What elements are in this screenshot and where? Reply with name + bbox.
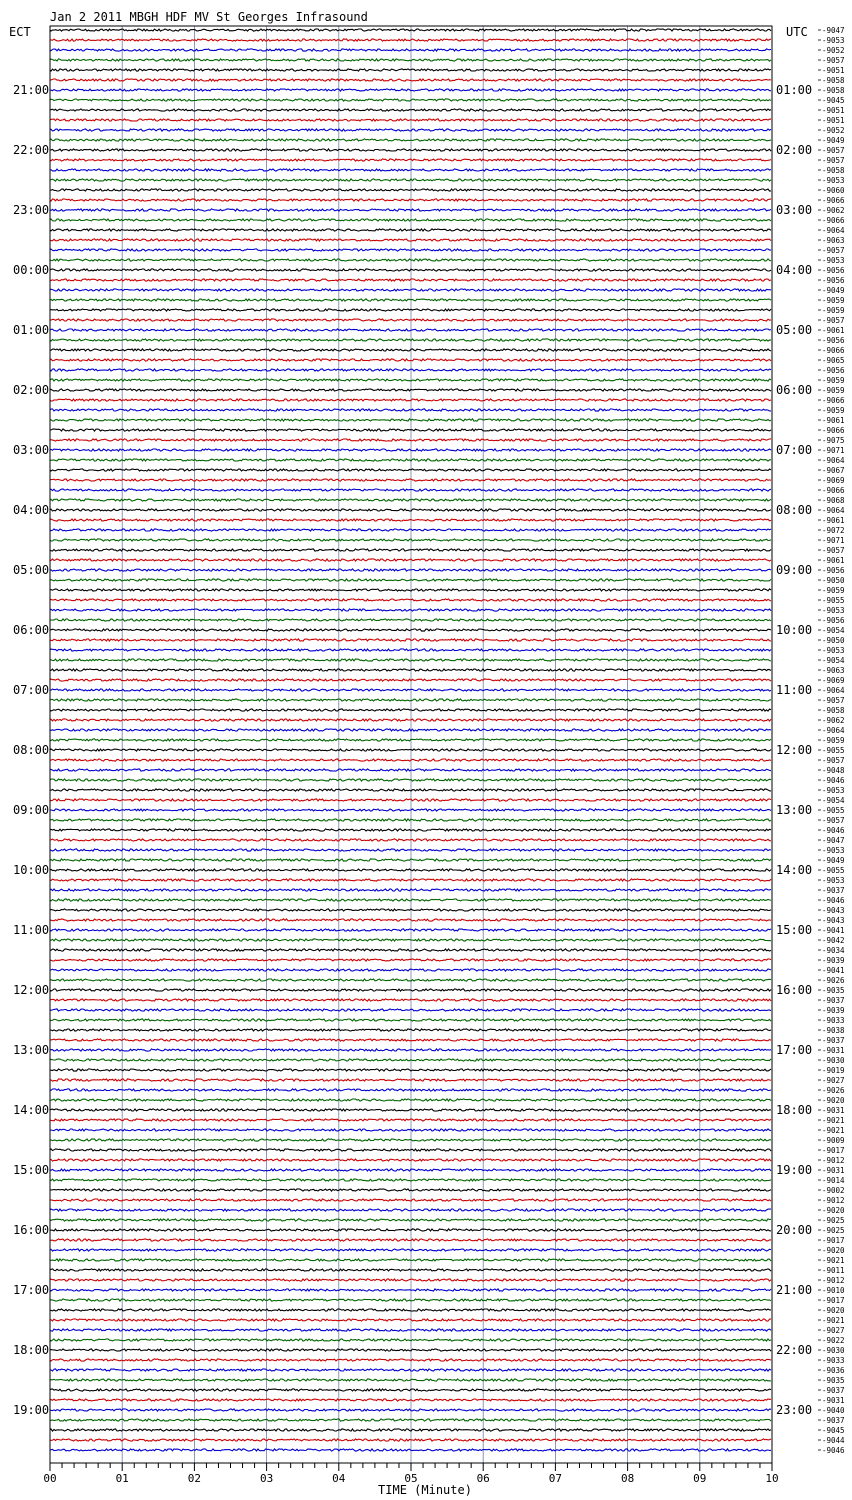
trace-offset-label: -9053 [822, 876, 845, 885]
trace-offset-label: -9066 [822, 196, 845, 205]
trace-offset-label: -9021 [822, 1116, 845, 1125]
left-hour-label: 10:00 [13, 863, 50, 877]
left-hour-label: 04:00 [13, 503, 50, 517]
trace-offset-label: -9053 [822, 786, 845, 795]
right-hour-label: 05:00 [776, 323, 813, 337]
right-hour-label: 06:00 [776, 383, 813, 397]
trace-offset-label: -9055 [822, 866, 845, 875]
trace-offset-label: -9036 [822, 1366, 845, 1375]
trace-offset-label: -9059 [822, 386, 845, 395]
trace-offset-label: -9042 [822, 936, 845, 945]
right-hour-label: 14:00 [776, 863, 813, 877]
trace-offset-label: -9037 [822, 1386, 845, 1395]
left-hour-label: 13:00 [13, 1043, 50, 1057]
trace-offset-label: -9045 [822, 1426, 845, 1435]
trace-offset-label: -9012 [822, 1196, 845, 1205]
left-hour-label: 21:00 [13, 83, 50, 97]
trace-offset-label: -9020 [822, 1096, 845, 1105]
x-tick-label: 06 [476, 1472, 490, 1485]
trace-offset-label: -9044 [822, 1436, 845, 1445]
trace-offset-label: -9035 [822, 1376, 845, 1385]
left-hour-label: 05:00 [13, 563, 50, 577]
right-hour-label: 16:00 [776, 983, 813, 997]
trace-offset-label: -9043 [822, 906, 845, 915]
x-tick-label: 00 [43, 1472, 57, 1485]
right-hour-label: 02:00 [776, 143, 813, 157]
left-hour-label: 15:00 [13, 1163, 50, 1177]
right-hour-label: 23:00 [776, 1403, 813, 1417]
trace-offset-label: -9059 [822, 306, 845, 315]
trace-offset-label: -9066 [822, 396, 845, 405]
trace-offset-label: -9067 [822, 466, 845, 475]
trace-offset-label: -9037 [822, 886, 845, 895]
trace-offset-label: -9046 [822, 896, 845, 905]
trace-offset-label: -9068 [822, 496, 845, 505]
right-hour-label: 15:00 [776, 923, 813, 937]
trace-offset-label: -9071 [822, 446, 845, 455]
trace-offset-label: -9064 [822, 226, 845, 235]
left-hour-label: 11:00 [13, 923, 50, 937]
trace-offset-label: -9048 [822, 766, 845, 775]
trace-offset-label: -9053 [822, 256, 845, 265]
trace-offset-label: -9071 [822, 536, 845, 545]
trace-offset-label: -9025 [822, 1226, 845, 1235]
trace-offset-label: -9064 [822, 456, 845, 465]
right-hour-label: 17:00 [776, 1043, 813, 1057]
x-tick-label: 05 [404, 1472, 418, 1485]
trace-offset-label: -9019 [822, 1066, 845, 1075]
trace-offset-label: -9057 [822, 696, 845, 705]
x-axis-label: TIME (Minute) [378, 1483, 472, 1497]
left-hour-label: 03:00 [13, 443, 50, 457]
right-hour-label: 22:00 [776, 1343, 813, 1357]
left-hour-label: 18:00 [13, 1343, 50, 1357]
trace-offset-label: -9057 [822, 756, 845, 765]
trace-offset-label: -9053 [822, 606, 845, 615]
trace-offset-label: -9066 [822, 426, 845, 435]
x-tick-label: 08 [620, 1472, 635, 1485]
left-hour-label: 22:00 [13, 143, 50, 157]
right-hour-label: 20:00 [776, 1223, 813, 1237]
trace-offset-label: -9031 [822, 1106, 845, 1115]
trace-offset-label: -9045 [822, 96, 845, 105]
trace-offset-label: -9021 [822, 1126, 845, 1135]
trace-offset-label: -9059 [822, 586, 845, 595]
trace-offset-label: -9030 [822, 1056, 845, 1065]
trace-offset-label: -9043 [822, 916, 845, 925]
trace-offset-label: -9017 [822, 1296, 845, 1305]
trace-offset-label: -9075 [822, 436, 845, 445]
trace-offset-label: -9053 [822, 646, 845, 655]
trace-offset-label: -9069 [822, 476, 845, 485]
trace-offset-label: -9026 [822, 1086, 845, 1095]
trace-offset-label: -9062 [822, 206, 845, 215]
trace-offset-label: -9053 [822, 36, 845, 45]
right-hour-label: 21:00 [776, 1283, 813, 1297]
trace-offset-label: -9056 [822, 276, 845, 285]
trace-offset-label: -9025 [822, 1216, 845, 1225]
trace-offset-label: -9063 [822, 666, 845, 675]
trace-offset-label: -9014 [822, 1176, 845, 1185]
x-tick-label: 03 [259, 1472, 274, 1485]
trace-offset-label: -9034 [822, 946, 845, 955]
trace-offset-label: -9040 [822, 1406, 845, 1415]
trace-offset-label: -9049 [822, 136, 845, 145]
trace-offset-label: -9031 [822, 1046, 845, 1055]
trace-offset-label: -9030 [822, 1346, 845, 1355]
trace-offset-label: -9056 [822, 336, 845, 345]
trace-offset-label: -9057 [822, 246, 845, 255]
right-timezone-label: UTC [786, 25, 808, 39]
trace-offset-label: -9056 [822, 566, 845, 575]
trace-offset-label: -9054 [822, 626, 845, 635]
trace-offset-label: -9002 [822, 1186, 845, 1195]
trace-offset-label: -9064 [822, 726, 845, 735]
trace-offset-label: -9051 [822, 106, 845, 115]
x-tick-label: 07 [548, 1472, 563, 1485]
right-hour-label: 01:00 [776, 83, 813, 97]
trace-offset-label: -9012 [822, 1156, 845, 1165]
trace-offset-label: -9026 [822, 976, 845, 985]
trace-offset-label: -9039 [822, 956, 845, 965]
left-hour-label: 17:00 [13, 1283, 50, 1297]
trace-offset-label: -9057 [822, 316, 845, 325]
right-hour-label: 04:00 [776, 263, 813, 277]
trace-offset-label: -9046 [822, 826, 845, 835]
trace-offset-label: -9020 [822, 1246, 845, 1255]
trace-offset-label: -9063 [822, 236, 845, 245]
trace-offset-label: -9041 [822, 926, 845, 935]
trace-offset-label: -9050 [822, 636, 845, 645]
right-hour-label: 09:00 [776, 563, 813, 577]
trace-offset-label: -9061 [822, 516, 845, 525]
trace-offset-label: -9039 [822, 1006, 845, 1015]
trace-offset-label: -9053 [822, 846, 845, 855]
trace-offset-label: -9054 [822, 656, 845, 665]
trace-offset-label: -9017 [822, 1146, 845, 1155]
left-hour-label: 01:00 [13, 323, 50, 337]
trace-offset-label: -9061 [822, 326, 845, 335]
trace-offset-label: -9061 [822, 556, 845, 565]
trace-offset-label: -9046 [822, 776, 845, 785]
trace-offset-label: -9057 [822, 546, 845, 555]
left-hour-label: 07:00 [13, 683, 50, 697]
trace-offset-label: -9051 [822, 116, 845, 125]
trace-offset-label: -9021 [822, 1316, 845, 1325]
trace-offset-label: -9033 [822, 1356, 845, 1365]
x-tick-label: 01 [115, 1472, 129, 1485]
trace-offset-label: -9009 [822, 1136, 845, 1145]
trace-offset-label: -9056 [822, 266, 845, 275]
trace-offset-label: -9059 [822, 406, 845, 415]
x-tick-label: 10 [765, 1472, 779, 1485]
right-hour-label: 12:00 [776, 743, 813, 757]
x-tick-label: 09 [693, 1472, 707, 1485]
trace-offset-label: -9066 [822, 346, 845, 355]
trace-offset-label: -9037 [822, 1036, 845, 1045]
trace-offset-label: -9066 [822, 486, 845, 495]
chart-title: Jan 2 2011 MBGH HDF MV St Georges Infrasound [50, 10, 368, 24]
trace-offset-label: -9047 [822, 26, 845, 35]
trace-offset-label: -9057 [822, 156, 845, 165]
trace-offset-label: -9061 [822, 416, 845, 425]
trace-offset-label: -9069 [822, 676, 845, 685]
right-hour-label: 07:00 [776, 443, 813, 457]
trace-offset-label: -9022 [822, 1336, 845, 1345]
trace-offset-label: -9054 [822, 796, 845, 805]
trace-offset-label: -9031 [822, 1396, 845, 1405]
left-hour-label: 12:00 [13, 983, 50, 997]
trace-offset-label: -9058 [822, 76, 845, 85]
trace-offset-label: -9062 [822, 716, 845, 725]
left-timezone-label: ECT [9, 25, 31, 39]
trace-offset-label: -9033 [822, 1016, 845, 1025]
right-hour-label: 18:00 [776, 1103, 813, 1117]
trace-offset-label: -9037 [822, 1416, 845, 1425]
x-tick-label: 04 [332, 1472, 346, 1485]
trace-offset-label: -9010 [822, 1286, 845, 1295]
right-hour-label: 19:00 [776, 1163, 813, 1177]
trace-offset-label: -9021 [822, 1256, 845, 1265]
left-hour-label: 08:00 [13, 743, 50, 757]
trace-offset-label: -9059 [822, 376, 845, 385]
left-hour-label: 23:00 [13, 203, 50, 217]
trace-offset-label: -9046 [822, 1446, 845, 1455]
trace-offset-label: -9064 [822, 506, 845, 515]
right-hour-label: 11:00 [776, 683, 813, 697]
trace-offset-label: -9012 [822, 1276, 845, 1285]
trace-offset-label: -9047 [822, 836, 845, 845]
trace-offset-label: -9057 [822, 816, 845, 825]
right-hour-label: 10:00 [776, 623, 813, 637]
left-hour-label: 09:00 [13, 803, 50, 817]
trace-offset-label: -9041 [822, 966, 845, 975]
trace-offset-label: -9058 [822, 166, 845, 175]
left-hour-label: 16:00 [13, 1223, 50, 1237]
trace-offset-label: -9065 [822, 356, 845, 365]
trace-offset-label: -9020 [822, 1306, 845, 1315]
trace-offset-label: -9057 [822, 56, 845, 65]
left-hour-label: 14:00 [13, 1103, 50, 1117]
trace-offset-label: -9058 [822, 706, 845, 715]
trace-offset-label: -9038 [822, 1026, 845, 1035]
left-hour-label: 06:00 [13, 623, 50, 637]
right-hour-label: 08:00 [776, 503, 813, 517]
trace-offset-label: -9066 [822, 216, 845, 225]
trace-offset-label: -9055 [822, 746, 845, 755]
trace-offset-label: -9031 [822, 1166, 845, 1175]
trace-offset-label: -9059 [822, 736, 845, 745]
trace-offset-label: -9037 [822, 996, 845, 1005]
trace-offset-label: -9056 [822, 366, 845, 375]
left-hour-label: 00:00 [13, 263, 50, 277]
trace-offset-label: -9027 [822, 1076, 845, 1085]
trace-offset-label: -9011 [822, 1266, 845, 1275]
trace-offset-label: -9057 [822, 146, 845, 155]
trace-offset-label: -9049 [822, 856, 845, 865]
trace-offset-label: -9052 [822, 126, 845, 135]
trace-offset-label: -9064 [822, 686, 845, 695]
left-hour-label: 19:00 [13, 1403, 50, 1417]
trace-offset-label: -9060 [822, 186, 845, 195]
trace-offset-label: -9035 [822, 986, 845, 995]
trace-offset-label: -9017 [822, 1236, 845, 1245]
trace-offset-label: -9055 [822, 596, 845, 605]
trace-offset-label: -9072 [822, 526, 845, 535]
x-tick-label: 02 [187, 1472, 202, 1485]
right-hour-label: 03:00 [776, 203, 813, 217]
trace-offset-label: -9058 [822, 86, 845, 95]
right-hour-label: 13:00 [776, 803, 813, 817]
trace-offset-label: -9051 [822, 66, 845, 75]
trace-offset-label: -9049 [822, 286, 845, 295]
trace-offset-label: -9050 [822, 576, 845, 585]
trace-offset-label: -9020 [822, 1206, 845, 1215]
trace-offset-label: -9055 [822, 806, 845, 815]
trace-offset-label: -9027 [822, 1326, 845, 1335]
trace-offset-label: -9052 [822, 46, 845, 55]
left-hour-label: 02:00 [13, 383, 50, 397]
trace-offset-label: -9056 [822, 616, 845, 625]
trace-offset-label: -9059 [822, 296, 845, 305]
trace-offset-label: -9053 [822, 176, 845, 185]
